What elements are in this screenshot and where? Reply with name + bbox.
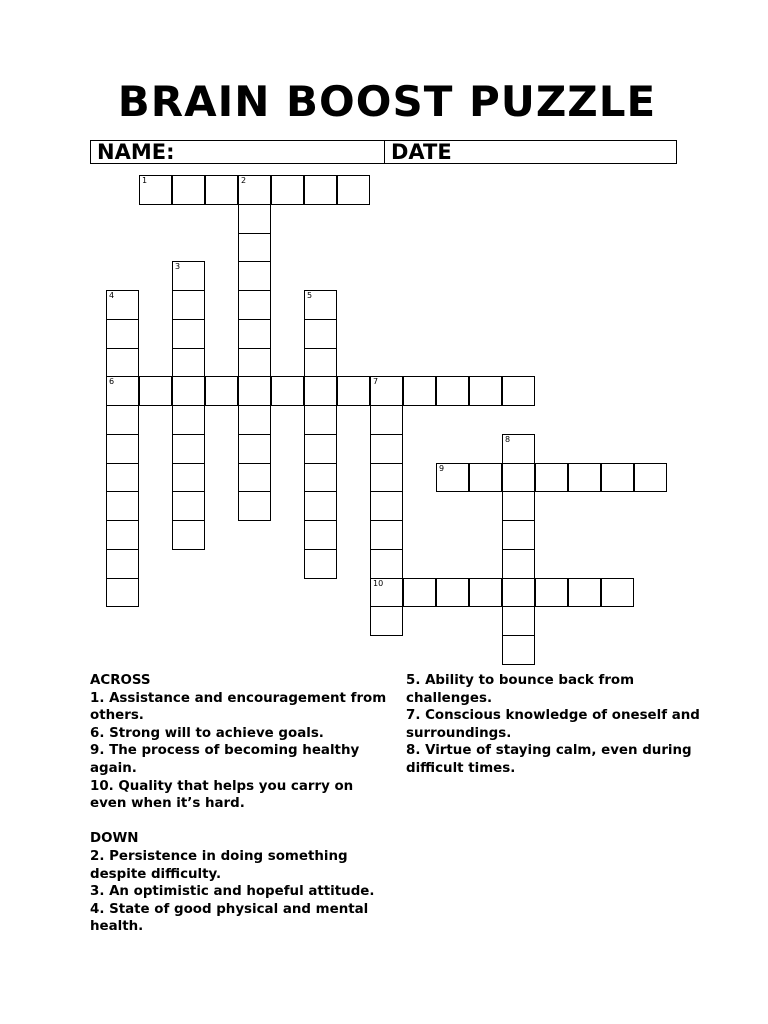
crossword-cell[interactable] [370,549,403,579]
crossword-cell[interactable] [502,463,535,492]
across-heading: ACROSS [90,673,151,688]
crossword-cell[interactable] [502,491,535,521]
crossword-cell[interactable] [238,376,271,406]
crossword-cell[interactable] [172,434,205,464]
crossword-cell[interactable] [370,463,403,492]
clues-column-left [90,672,390,936]
clues-column-right [406,672,706,778]
crossword-cell[interactable] [205,175,238,205]
crossword-cell[interactable] [106,376,139,406]
crossword-cell[interactable] [139,175,172,205]
crossword-cell[interactable] [106,434,139,464]
crossword-cell[interactable] [106,290,139,320]
crossword-cell[interactable] [370,520,403,550]
crossword-cell[interactable] [370,491,403,521]
clue-down-7: 7. Conscious knowledge of oneself and surroundings. [406,708,700,741]
crossword-cell[interactable] [370,606,403,636]
crossword-cell[interactable] [403,578,436,607]
crossword-cell[interactable] [370,376,403,406]
crossword-cell[interactable] [535,578,568,607]
crossword-cell[interactable] [172,376,205,406]
crossword-cell[interactable] [436,376,469,406]
crossword-cell[interactable] [238,348,271,377]
crossword-cell[interactable] [502,520,535,550]
crossword-cell[interactable] [304,549,337,579]
crossword-cell[interactable] [436,578,469,607]
down-heading: DOWN [90,831,139,847]
crossword-cell[interactable] [106,549,139,579]
clue-down-5: 5. Ability to bounce back from challenges. [406,673,635,706]
crossword-cell[interactable] [106,319,139,349]
clue-number: 3 [175,262,181,271]
clue-number: 2 [241,176,247,185]
crossword-cell[interactable] [502,606,535,636]
name-date-bar [90,140,677,164]
clue-across-9: 9. The process of becoming healthy again. [90,743,360,776]
crossword-cell[interactable] [601,463,634,492]
crossword-cell[interactable] [172,463,205,492]
clue-across-1: 1. Assistance and encouragement from others. [90,690,387,724]
crossword-cell[interactable] [403,376,436,406]
name-field[interactable] [91,141,385,163]
crossword-cell[interactable] [271,175,304,205]
crossword-cell[interactable] [238,204,271,234]
crossword-cell[interactable] [172,319,205,349]
crossword-cell[interactable] [271,376,304,406]
crossword-cell[interactable] [106,405,139,435]
clue-number: 10 [373,579,384,588]
crossword-cell[interactable] [106,578,139,607]
crossword-cell[interactable] [304,290,337,320]
crossword-cell[interactable] [106,463,139,492]
crossword-cell[interactable] [238,463,271,492]
date-label: DATE [391,140,452,164]
crossword-cell[interactable] [502,376,535,406]
clue-number: 6 [109,377,115,386]
crossword-cell[interactable] [469,463,502,492]
crossword-cell[interactable] [172,491,205,521]
name-label: NAME: [97,140,175,164]
crossword-cell[interactable] [238,261,271,291]
crossword-cell[interactable] [337,376,370,406]
page-title: BRAIN BOOST PUZZLE [117,77,657,126]
crossword-cell[interactable] [172,405,205,435]
crossword-cell[interactable] [172,290,205,320]
crossword-cell[interactable] [238,405,271,435]
crossword-cell[interactable] [337,175,370,205]
crossword-cell[interactable] [106,348,139,377]
crossword-cell[interactable] [304,520,337,550]
crossword-cell[interactable] [304,376,337,406]
crossword-cell[interactable] [139,376,172,406]
crossword-cell[interactable] [601,578,634,607]
crossword-cell[interactable] [304,405,337,435]
crossword-cell[interactable] [238,434,271,464]
crossword-cell[interactable] [304,348,337,377]
crossword-cell[interactable] [205,376,238,406]
crossword-cell[interactable] [172,175,205,205]
crossword-cell[interactable] [469,376,502,406]
clue-down-2: 2. Persistence in doing something despite difficulty. [90,848,348,882]
crossword-cell[interactable] [304,175,337,205]
clue-number: 5 [307,291,313,300]
crossword-cell[interactable] [568,578,601,607]
crossword-cell[interactable] [106,520,139,550]
crossword-cell[interactable] [502,635,535,665]
crossword-cell[interactable] [370,405,403,435]
clue-down-8: 8. Virtue of staying calm, even during difficult times. [406,743,692,776]
crossword-cell[interactable] [106,491,139,521]
clue-number: 7 [373,377,379,386]
crossword-cell[interactable] [238,319,271,349]
clue-number: 8 [505,435,511,444]
crossword-cell[interactable] [172,348,205,377]
crossword-cell[interactable] [502,549,535,579]
crossword-cell[interactable] [304,491,337,521]
crossword-cell[interactable] [238,175,271,205]
crossword-cell[interactable] [469,578,502,607]
crossword-cell[interactable] [370,434,403,464]
crossword-cell[interactable] [238,491,271,521]
crossword-cell[interactable] [304,434,337,464]
clue-number: 9 [439,464,445,473]
crossword-cell[interactable] [502,578,535,607]
crossword-cell[interactable] [238,233,271,262]
crossword-cell[interactable] [568,463,601,492]
crossword-cell[interactable] [370,578,403,607]
crossword-cell[interactable] [304,463,337,492]
clue-spacer [90,813,390,831]
clue-across-6: 6. Strong will to achieve goals. [90,725,324,741]
crossword-cell[interactable] [535,463,568,492]
crossword-cell[interactable] [436,463,469,492]
crossword-cell[interactable] [304,319,337,349]
crossword-cell[interactable] [502,434,535,464]
clue-number: 4 [109,291,115,300]
crossword-cell[interactable] [238,290,271,320]
crossword-cell[interactable] [172,261,205,291]
clue-across-10: 10. Quality that helps you carry on even when it’s hard. [90,778,354,812]
date-field[interactable] [385,141,676,163]
clue-down-3: 3. An optimistic and hopeful attitude. [90,884,375,900]
clue-number: 1 [142,176,148,185]
crossword-cell[interactable] [634,463,667,492]
clue-down-4: 4. State of good physical and mental health. [90,901,369,935]
crossword-cell[interactable] [172,520,205,550]
